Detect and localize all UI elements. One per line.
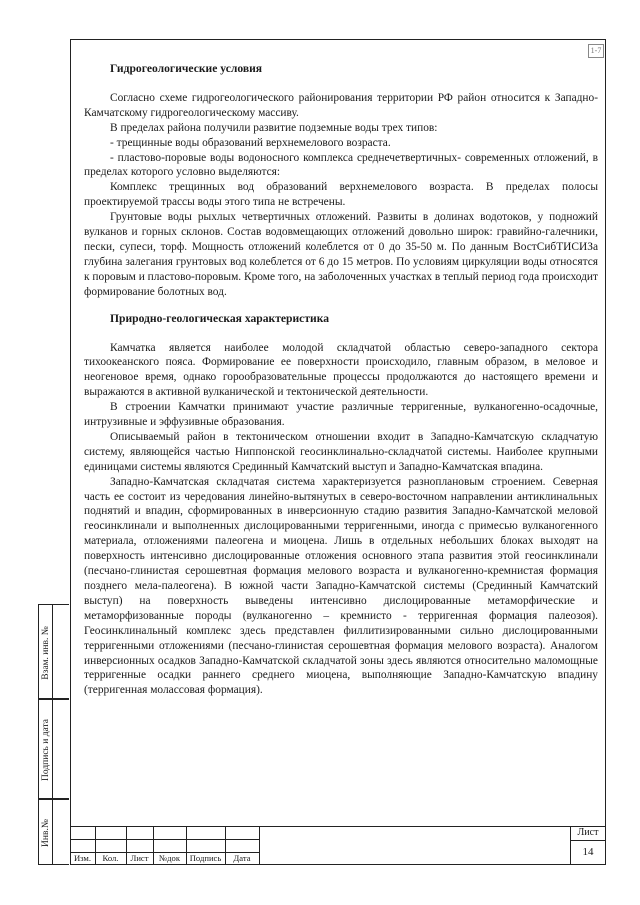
tb-col-label: №док — [158, 853, 181, 863]
paragraph: В пределах района получили развитие подземные воды трех типов: — [110, 121, 438, 134]
tb-line — [70, 839, 259, 840]
strip-label-replacement: Взам. инв. № — [41, 625, 52, 680]
paragraph: В строении Камчатки принимают участие различные терригенные, вулканогенно-осадочные, интрузивные и эффузивные образования. — [84, 401, 598, 429]
tb-col-label: Кол. — [102, 853, 119, 863]
paragraph: Камчатка является наиболее молодой складчатой областью северо-западного сектора тихоокеанского пояса. Формирование ее поверхности происходило, главным образом, в меловое и неогеновое время, однако горообразовательные процессы продолжаются до настоящего времени и выражаются в активной вулканической и тектонической деятельности. — [84, 341, 598, 399]
strip-label-inventory: Инв.№ — [41, 819, 51, 847]
document-body — [84, 62, 598, 698]
strip-box-signature — [38, 699, 69, 799]
corner-stamp: 1-7 — [588, 44, 604, 58]
list-item: - трещинные воды образований верхнемелового возраста. — [110, 136, 391, 149]
paragraph: Комплекс трещинных вод образований верхнемелового возраста. В пределах полосы проектируемой трассы воды этого типа не встречены. — [84, 181, 598, 209]
sheet-label: Лист — [577, 827, 599, 838]
strip-label-signature: Подпись и дата — [41, 718, 52, 782]
strip-box-replacement — [38, 604, 69, 699]
title-block — [70, 826, 606, 865]
tb-col-label: Подпись — [189, 853, 222, 863]
strip-box-inventory — [38, 799, 69, 865]
paragraph: Согласно схеме гидрогеологического районирования территории РФ район относится к Западно-Камчатскому гидрогеологическому массиву. — [84, 91, 598, 119]
paragraph: Описываемый район в тектоническом отношении входит в Западно-Камчатскую складчатую систему, являющейся частью Ниппонской геосинклинально-складчатой системы. Наиболее крупными единицами системы являются Срединный Камчатский выступ и Западно-Камчатская впадина. — [84, 430, 598, 473]
tb-col-label: Лист — [130, 853, 149, 863]
tb-col-label: Изм. — [73, 853, 92, 863]
tb-line — [259, 826, 260, 865]
paragraph: Грунтовые воды рыхлых четвертичных отложений. Развиты в долинах водотоков, у подножий вулканов и горных склонов. Состав водовмещающих отложений довольно широк: гравийно-галечники, пески, супеси, торф. Мощность отложений колеблется от 0 до 35-50 м. По данным ВостСибТИСИЗа глубина залегания грунтовых вод колеблется от 6 до 15 метров. По условиям циркуляции воды относятся к поровым и пластово-поровым. Кроме того, на заболоченных участках в теплый период года происходит формирование болотных вод. — [84, 211, 598, 298]
section-heading-hydrogeology: Гидрогеологические условия — [110, 62, 263, 75]
paragraph: Западно-Камчатская складчатая система характеризуется разноплановым строением. Северная часть ее состоит из чередования линейно-вытянутых в северо-восточном направлении антиклинальных поднятий и впадин, сформированных в инверсионную стадию развития Западно-Камчатской меловой геосинклинали и выполненных дислоцированными терригенными, иногда с примесью вулканогенного материала, отложениями палеогена и миоцена. Лишь в отдельных небольших блоках выходят на поверхность интенсивно дислоцированные отложения основного этапа развития этой геосинклинали (песчано-глинистая серошевтная формация мелового возраста и вулканогенно-кремнистая формация позднего мела-палеогена). В южной части Западно-Камчатской системы (Срединный Камчатский выступ) на поверхность выведены интенсивно дислоцированные метаморфические и метаморфизованные породы (вулканогенно – кремнисто - терригенная формация палеозоя). Геосинклинальный комплекс здесь представлен филлитизированными сильно дислоцированными терригенными отложениями (песчано-глинистая серошевтная формация мелового возраста). Аналогом инверсионных осадков Западно-Камчатской складчатой зоны здесь являются относительно маломощные терригенные осадки раннего среднего миоцена, выполняющие Западно-Камчатскую впадину (терригенная молассовая формация). — [84, 475, 598, 697]
list-item: - пластово-поровые воды водоносного комплекса среднечетвертичных- современных отложений, в пределах которого условно выделяются: — [84, 151, 598, 179]
tb-line — [570, 840, 606, 841]
section-heading-geology: Природно-геологическая характеристика — [110, 311, 330, 325]
sheet-number: 14 — [582, 846, 594, 858]
tb-col-label: Дата — [233, 853, 251, 863]
binding-strip — [38, 604, 69, 865]
tb-line — [70, 826, 606, 827]
